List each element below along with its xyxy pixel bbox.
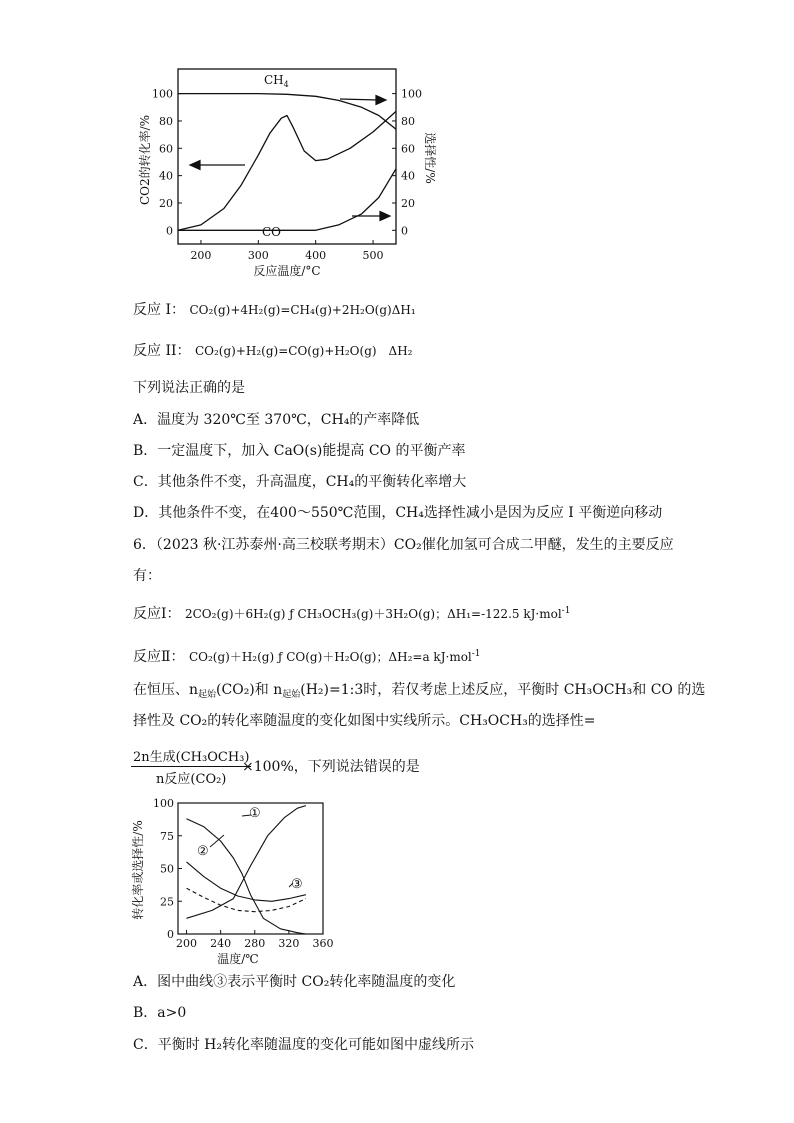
chart2-curve-label-2: ②	[197, 844, 209, 859]
chart1-left-tick-label: 40	[159, 169, 173, 183]
chart2-x-tick-label: 360	[312, 937, 334, 950]
q6-option-a: A．图中曲线③表示平衡时 CO₂转化率随温度的变化	[133, 974, 456, 990]
q5-option-c: C．其他条件不变，升高温度，CH₄的平衡转化率增大	[133, 474, 467, 490]
chart1-x-tick-label: 300	[247, 249, 269, 262]
q6-condition-line1: 在恒压、$n_{起始}(CO_2)$和 $n_{起始}(H_2)=1:3$时，若仅考虑上述反应，平衡时 CH₃OCH₃和 CO 的选	[133, 682, 706, 700]
reaction1-row	[133, 300, 416, 320]
chart2-series-1	[187, 806, 306, 919]
chart2-ylabel: 转化率或选择性/%	[131, 820, 145, 920]
reaction2-equation: CO₂(g)+H₂(g)=CO(g)+H₂O(g) ΔH₂	[194, 344, 413, 358]
chart2-svg	[128, 795, 348, 970]
chart2-xlabel: 温度/℃	[217, 952, 259, 966]
chart1-left-tick-label: 0	[166, 224, 173, 238]
chart2-y-tick-label: 100	[153, 797, 174, 810]
chart1-arrows	[190, 96, 390, 221]
q6-reaction2-equation: CO₂(g)＋H₂(g) ƒ CO(g)＋H₂O(g)；ΔH₂=a kJ·mol	[188, 650, 472, 664]
chart1-series-co-selectivity	[178, 169, 396, 231]
chart2-x-tick-label: 320	[278, 937, 300, 950]
chart1-right-tick-label: 40	[401, 169, 415, 183]
chart1-x-tick-label: 500	[362, 249, 384, 262]
chart1-left-tick-label: 80	[159, 114, 173, 128]
chart2-y-tick-label: 25	[160, 895, 174, 909]
fraction-tail: ×100%，下列说法错误的是	[242, 759, 420, 775]
q6-reaction1-label: 反应Ⅰ：	[133, 606, 181, 622]
reaction1-equation: CO₂(g)+4H₂(g)=CH₄(g)+2H₂O(g)ΔH₁	[189, 303, 416, 317]
chart1-left-tick-label: 20	[159, 196, 173, 210]
chart1-ylabel-left: CO2的转化率/%	[138, 114, 152, 206]
chart1-x-tick-label: 200	[190, 249, 212, 262]
chart2-y-tick-label: 0	[167, 928, 174, 941]
selectivity-fraction	[131, 746, 251, 787]
chart2-x-tick-label: 280	[244, 937, 266, 950]
chart1-right-tick-label: 80	[401, 114, 415, 128]
q6-line2: 有：	[133, 568, 161, 584]
chart1-left-tick-label: 100	[152, 87, 173, 101]
q6-line1: 6．（2023 秋·江苏泰州·高三校联考期末）CO₂催化加氢可合成二甲醚，发生的主要反应	[133, 537, 674, 553]
q5-option-a: A．温度为 320℃至 370℃，CH₄的产率降低	[133, 412, 420, 428]
chart2-series-3	[187, 862, 306, 901]
chart2-x-tick-label: 200	[176, 937, 198, 950]
reaction2-row	[133, 341, 413, 361]
q5-option-b: B．一定温度下，加入 CaO(s)能提高 CO 的平衡产率	[133, 443, 466, 459]
chart1-ylabel-right: 选择性/%	[423, 132, 437, 184]
fraction-numerator: 2n生成(CH₃OCH₃)	[131, 746, 251, 767]
q5-stem: 下列说法正确的是	[133, 380, 245, 396]
chart1-xlabel: 反应温度/°C	[253, 264, 321, 278]
q6-option-c: C．平衡时 H₂转化率随温度的变化可能如图中虚线所示	[133, 1037, 474, 1053]
chart1-right-tick-label: 0	[401, 224, 408, 238]
chart1-right-tick-label: 60	[401, 142, 415, 156]
reaction2-label: 反应 II：	[133, 343, 191, 359]
reaction1-label: 反应 I：	[133, 302, 185, 318]
q6-reaction2-label: 反应Ⅱ：	[133, 649, 185, 665]
chart1-right-tick-label: 20	[401, 196, 415, 210]
fraction-denominator: n反应(CO₂)	[156, 772, 227, 787]
chart1-right-tick-label: 100	[401, 87, 422, 101]
q6-reaction1-row: 反应Ⅰ： 2CO₂(g)＋6H₂(g) ƒ CH₃OCH₃(g)＋3H₂O(g)；ΔH₁=-122.5 kJ·mol$^{-1}$	[133, 606, 571, 622]
chart2-series-dashed	[187, 888, 306, 912]
q6-condition-line2: 择性及 CO₂的转化率随温度的变化如图中实线所示。CH₃OCH₃的选择性=	[133, 713, 596, 729]
chart2-y-tick-label: 75	[160, 829, 174, 843]
chart1-left-tick-label: 60	[159, 142, 173, 156]
chart2-curve-label-3: ③	[291, 877, 303, 892]
chart1-series-ch4-selectivity	[178, 94, 396, 130]
q6-option-b: B．a>0	[133, 1005, 187, 1021]
chart2-curve-label-1: ①	[249, 806, 261, 821]
q5-option-d: D．其他条件不变，在400～550℃范围，CH₄选择性减小是因为反应 I 平衡逆向移动	[133, 505, 663, 521]
chart1-x-tick-label: 400	[305, 249, 327, 262]
chart2-y-tick-label: 50	[160, 862, 174, 876]
chart2-leaders	[210, 815, 293, 887]
chart2-x-tick-label: 240	[210, 937, 232, 950]
chart1-label-ch4: $CH_4$	[264, 73, 289, 89]
q6-reaction1-equation: 2CO₂(g)＋6H₂(g) ƒ CH₃OCH₃(g)＋3H₂O(g)；ΔH₁=-122.5 kJ·mol	[184, 607, 562, 621]
q6-reaction2-row: 反应Ⅱ： CO₂(g)＋H₂(g) ƒ CO(g)＋H₂O(g)；ΔH₂=a kJ·mol$^{-1}$	[133, 649, 481, 665]
chart1-svg	[130, 60, 437, 285]
chart1-label-co: CO	[262, 225, 282, 239]
